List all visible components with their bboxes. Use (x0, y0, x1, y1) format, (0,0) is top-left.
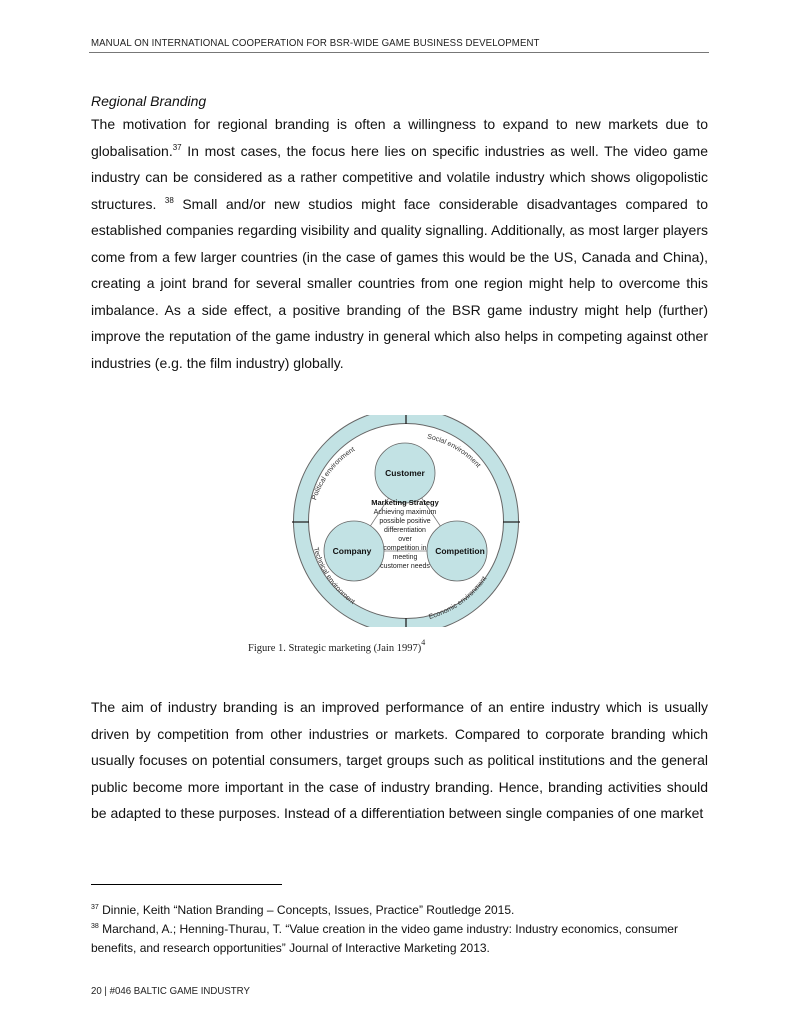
footnote-divider (91, 884, 282, 885)
svg-text:customer needs: customer needs (380, 563, 430, 570)
strategic-marketing-diagram (290, 415, 522, 627)
node-competition-label: Competition (435, 546, 485, 556)
ring-label-social: Social environment (426, 433, 482, 470)
footnote-text: Dinnie, Keith “Nation Branding – Concepts, Issues, Practice” Routledge 2015. (98, 903, 515, 917)
paragraph-text: In most cases, the focus here lies on specific industries as well. The video game industry can be considered as a rather competitive and volatile industry which shows oligopolistic structures. (91, 142, 708, 212)
footnote-38 (91, 920, 711, 958)
node-customer-label: Customer (385, 468, 425, 478)
paragraph-regional-branding (91, 111, 708, 376)
paragraph-text: The motivation for regional branding is often a willingness to expand to new markets due to globalisation. (91, 116, 708, 159)
header-divider (89, 52, 709, 53)
section-subheading: Regional Branding (91, 93, 207, 109)
figure-caption (248, 638, 426, 654)
ring-label-economic: Economic environment (428, 575, 489, 621)
ring-label-technical: Technical environment (311, 546, 356, 606)
running-header: MANUAL ON INTERNATIONAL COOPERATION FOR BSR-WIDE GAME BUSINESS DEVELOPMENT (91, 37, 540, 49)
svg-text:possible positive: possible positive (379, 518, 431, 525)
footnote-37 (91, 901, 711, 920)
svg-text:meeting: meeting (392, 554, 418, 561)
paragraph-industry-branding: The aim of industry branding is an improved performance of an entire industry which is usually driven by competition from other industries or markets. Compared to corporate branding which usually focuses on potential consumers, target groups such as political institutions and the general public become more important in the case of industry branding. Hence, branding activities should be adapted to these purposes. Instead of a differentiation between single companies of one market (91, 699, 708, 821)
page-footer: 20 | #046 BALTIC GAME INDUSTRY (91, 985, 250, 997)
footnote-number: 37 (91, 904, 99, 911)
svg-text:over: over (398, 536, 412, 543)
ring-label-political: Political environment (311, 446, 357, 502)
footnote-ref-37[interactable]: 37 (172, 142, 182, 152)
svg-text:Achieving maximum: Achieving maximum (373, 509, 437, 516)
svg-text:competition in: competition in (383, 545, 427, 552)
caption-text: Figure 1. Strategic marketing (Jain 1997) (248, 643, 422, 654)
footnote-text: Marchand, A.; Henning-Thurau, T. “Value creation in the video game industry: Industry economics, consumer benefits, and research opportunities” Journal of Interactive Marketing 2013. (91, 922, 678, 955)
center-title: Marketing Strategy (371, 498, 439, 507)
paragraph-text: Small and/or new studios might face considerable disadvantages compared to established companies regarding visibility and quality signalling. Additionally, as most larger players come from a few larger countries (in the case of games this would be the US, Canada and China), creating a joint brand for several smaller countries from one region might help to overcome this imbalance. As a side effect, a positive branding of the BSR game industry might help (further) improve the reputation of the game industry in general which also helps in competing against other industries (e.g. the film industry) globally. (91, 195, 709, 371)
caption-footnote-ref[interactable]: 4 (421, 638, 426, 647)
footnote-number: 38 (91, 923, 99, 930)
svg-text:differentiation: differentiation (384, 527, 426, 534)
node-company-label: Company (332, 546, 372, 556)
footnote-ref-38[interactable]: 38 (164, 195, 174, 205)
